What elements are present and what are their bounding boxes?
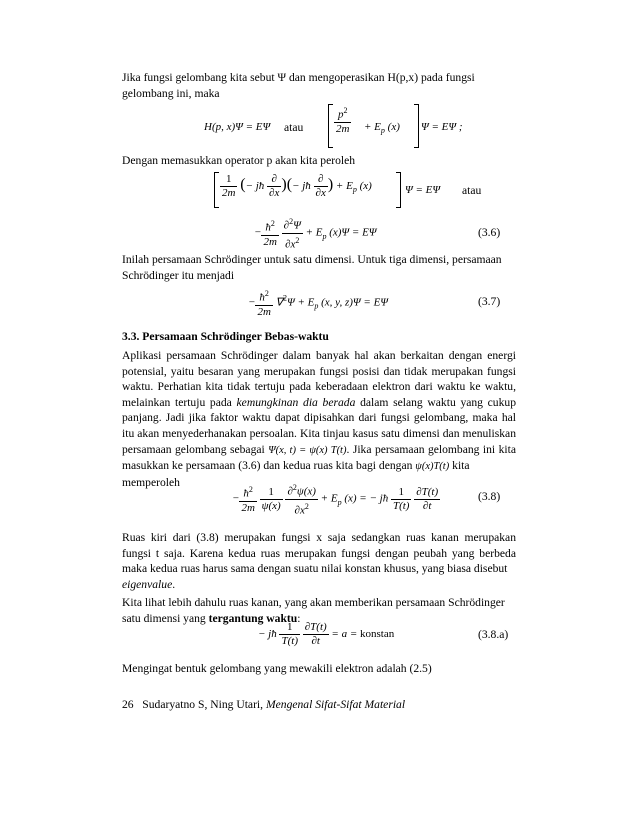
equation-3-8: − $\frac{ħ^2}{2m}$ $\frac{1}{\psi(x)}$ $\frac{\partial^2\psi(x)}{\partial x^2}$ + $E_p$ (x) = − jħ $\frac{1}{T(t)}$ $\frac{\partial T(t)}{\partial t}$ [232,483,439,517]
equation-number: (3.8.a) [478,628,509,641]
footer-title: Mengenal Sifat-Sifat Material [265,698,406,711]
equation-potential: + $E_p$ (x) [364,121,400,136]
italic-term: eigenvalue [122,577,173,591]
text-line: Jika fungsi gelombang kita sebut Ψ dan mengoperasikan H(p,x) pada fungsi [122,71,475,84]
paragraph-application: Aplikasi persamaan Schrödinger dalam banyak hal akan berkaitan dengan energi potensial, yaitu besaran yang merupakan fungsi posisi dan tidak merupakan fungsi waktu. Perhatian kita tidak tertuju pada keberadaan elektron dari waktu ke waktu, melainkan tertuju pada kemungkinan dia berada dalam selang waktu yang cukup panjang. Jadi jika faktor waktu dapat dipisahkan dari fungsi gelombang, maka hal itu akan menyederhanakan persoalan. Kita tinjau kasus satu dimensi dan menuliskan persamaan gelombang sebagai Ψ(x, t) = ψ(x) T(t). Jika persamaan gelombang ini kita masukkan ke persamaan (3.6) dan kedua ruas kita bagi dengan ψ(x)T(t) kita memperoleh [122,349,517,489]
paragraph-operator: Dengan memasukkan operator p akan kita peroleh [122,154,356,167]
equation-lhs: H(p, x)Ψ = EΨ [204,121,271,133]
right-bracket [396,172,401,208]
equation-number: (3.8) [478,490,501,503]
paragraph-separation: Ruas kiri dari (3.8) merupakan fungsi x saja sedangkan ruas kanan merupakan fungsi t saja. Karena kedua ruas merupakan fungsi dengan peubah yang berbeda maka kedua ruas harus sama dengan suatu nilai konstan khusus, yang biasa disebut eigenvalue. [122,531,516,591]
italic-phrase: kemungkinan dia berada [236,395,356,409]
equation-number: (3.6) [478,226,501,239]
bold-term: tergantung waktu [208,611,298,625]
inline-equation: ψ(x)T(t) [415,461,450,473]
numerator: $p^2$ [337,106,348,121]
equation-operator-rhs: Ψ = EΨ [405,184,441,196]
inline-equation: Ψ(x, t) = ψ(x) T(t) [268,444,347,456]
equation-number: (3.7) [478,295,501,308]
right-bracket [414,104,419,148]
fraction-p2-2m [334,104,351,136]
left-bracket [214,172,219,208]
paragraph-3d: Inilah persamaan Schrödinger untuk satu dimensi. Untuk tiga dimensi, persamaan Schrödinger itu menjadi [122,253,502,282]
page-footer [122,698,405,711]
equation-hamiltonian [204,121,270,133]
denominator: 2m [336,122,350,135]
equation-3-6: − $\frac{ħ^2}{2m}$ $\frac{\partial^2\Psi}{\partial x^2}$ + $E_p$ (x)Ψ = EΨ [254,217,377,251]
footer-authors: Sudaryatno S, Ning Utari, [142,698,264,711]
paragraph-wave-form: Mengingat bentuk gelombang yang mewakili elektron adalah (2.5) [122,662,432,675]
equation-operator-sub: $\frac{1}{2m}$ (− jħ $\frac{\partial}{\partial x}$ )(− jħ $\frac{\partial}{\partial x}$ ) + $E_p$ (x) [222,173,372,199]
page-number: 26 [122,698,134,711]
paragraph-intro [122,70,516,101]
equation-3-7: − $\frac{ħ^2}{2m}$ $\nabla^2\Psi + E_p$ (x, y, z)Ψ = EΨ [248,289,389,318]
text-line: gelombang ini, maka [122,86,220,100]
left-bracket [328,104,333,148]
equation-rhs: Ψ = EΨ ; [421,121,463,133]
section-heading: 3.3. Persamaan Schrödinger Bebas-waktu [122,330,329,343]
atau-text: atau [462,184,482,197]
atau-text: atau [284,121,304,134]
equation-3-8a: − jħ $\frac{1}{T(t)}$ $\frac{\partial T(t)}{\partial t}$ = a = konstan [258,621,395,647]
paragraph-time-dependent: Kita lihat lebih dahulu ruas kanan, yang akan memberikan persamaan Schrödinger satu dimensi yang tergantung waktu: [122,596,505,625]
